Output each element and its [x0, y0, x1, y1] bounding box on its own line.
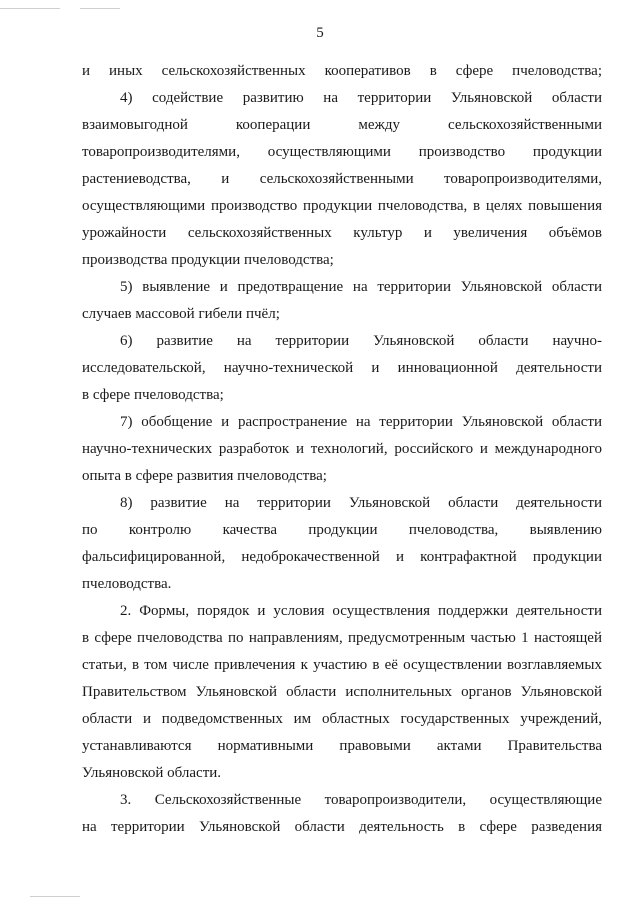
text-line: статьи, в том числе привлечения к участию в её осуществлении возглавляемых [82, 657, 602, 673]
text-line: устанавливаются нормативными правовыми актами Правительства [82, 738, 602, 754]
text-line: 5) выявление и предотвращение на территории Ульяновской области [120, 279, 602, 295]
text-line: опыта в сфере развития пчеловодства; [82, 468, 327, 484]
text-line: на территории Ульяновской области деятельность в сфере разведения [82, 819, 602, 835]
text-line: Правительством Ульяновской области исполнительных органов Ульяновской [82, 684, 602, 700]
text-line: 8) развитие на территории Ульяновской области деятельности [120, 495, 602, 511]
text-line: и иных сельскохозяйственных кооперативов в сфере пчеловодства; [82, 63, 602, 79]
text-line: 6) развитие на территории Ульяновской области научно- [120, 333, 602, 349]
text-line: 2. Формы, порядок и условия осуществления поддержки деятельности [120, 603, 602, 619]
text-line: растениеводства, и сельскохозяйственными товаропроизводителями, [82, 171, 602, 187]
text-line: пчеловодства. [82, 576, 172, 592]
text-line: научно-технических разработок и технологий, российского и международного [82, 441, 602, 457]
page-number: 5 [316, 25, 324, 41]
scan-artifact-top-left [0, 8, 60, 9]
text-line: области и подведомственных им областных государственных учреждений, [82, 711, 602, 727]
scan-artifact-top-mid [80, 8, 120, 9]
text-line: в сфере пчеловодства; [82, 387, 224, 403]
text-line: Ульяновской области. [82, 765, 222, 781]
text-line: урожайности сельскохозяйственных культур и увеличения объёмов [82, 225, 602, 241]
scan-artifact-bottom-left [30, 896, 80, 897]
text-line: взаимовыгодной кооперации между сельскохозяйственными [82, 117, 602, 133]
text-line: осуществляющими производство продукции пчеловодства, в целях повышения [82, 198, 602, 214]
text-line: товаропроизводителями, осуществляющими производство продукции [82, 144, 602, 160]
text-line: фальсифицированной, недоброкачественной и контрафактной продукции [82, 549, 602, 565]
text-line: 4) содействие развитию на территории Ульяновской области [120, 90, 602, 106]
text-line: случаев массовой гибели пчёл; [82, 306, 280, 322]
text-line: исследовательской, научно-технической и инновационной деятельности [82, 360, 602, 376]
text-line: 3. Сельскохозяйственные товаропроизводители, осуществляющие [120, 792, 602, 808]
text-line: производства продукции пчеловодства; [82, 252, 334, 268]
text-line: 7) обобщение и распространение на территории Ульяновской области [120, 414, 602, 430]
text-line: в сфере пчеловодства по направлениям, предусмотренным частью 1 настоящей [82, 630, 602, 646]
text-line: по контролю качества продукции пчеловодства, выявлению [82, 522, 602, 538]
